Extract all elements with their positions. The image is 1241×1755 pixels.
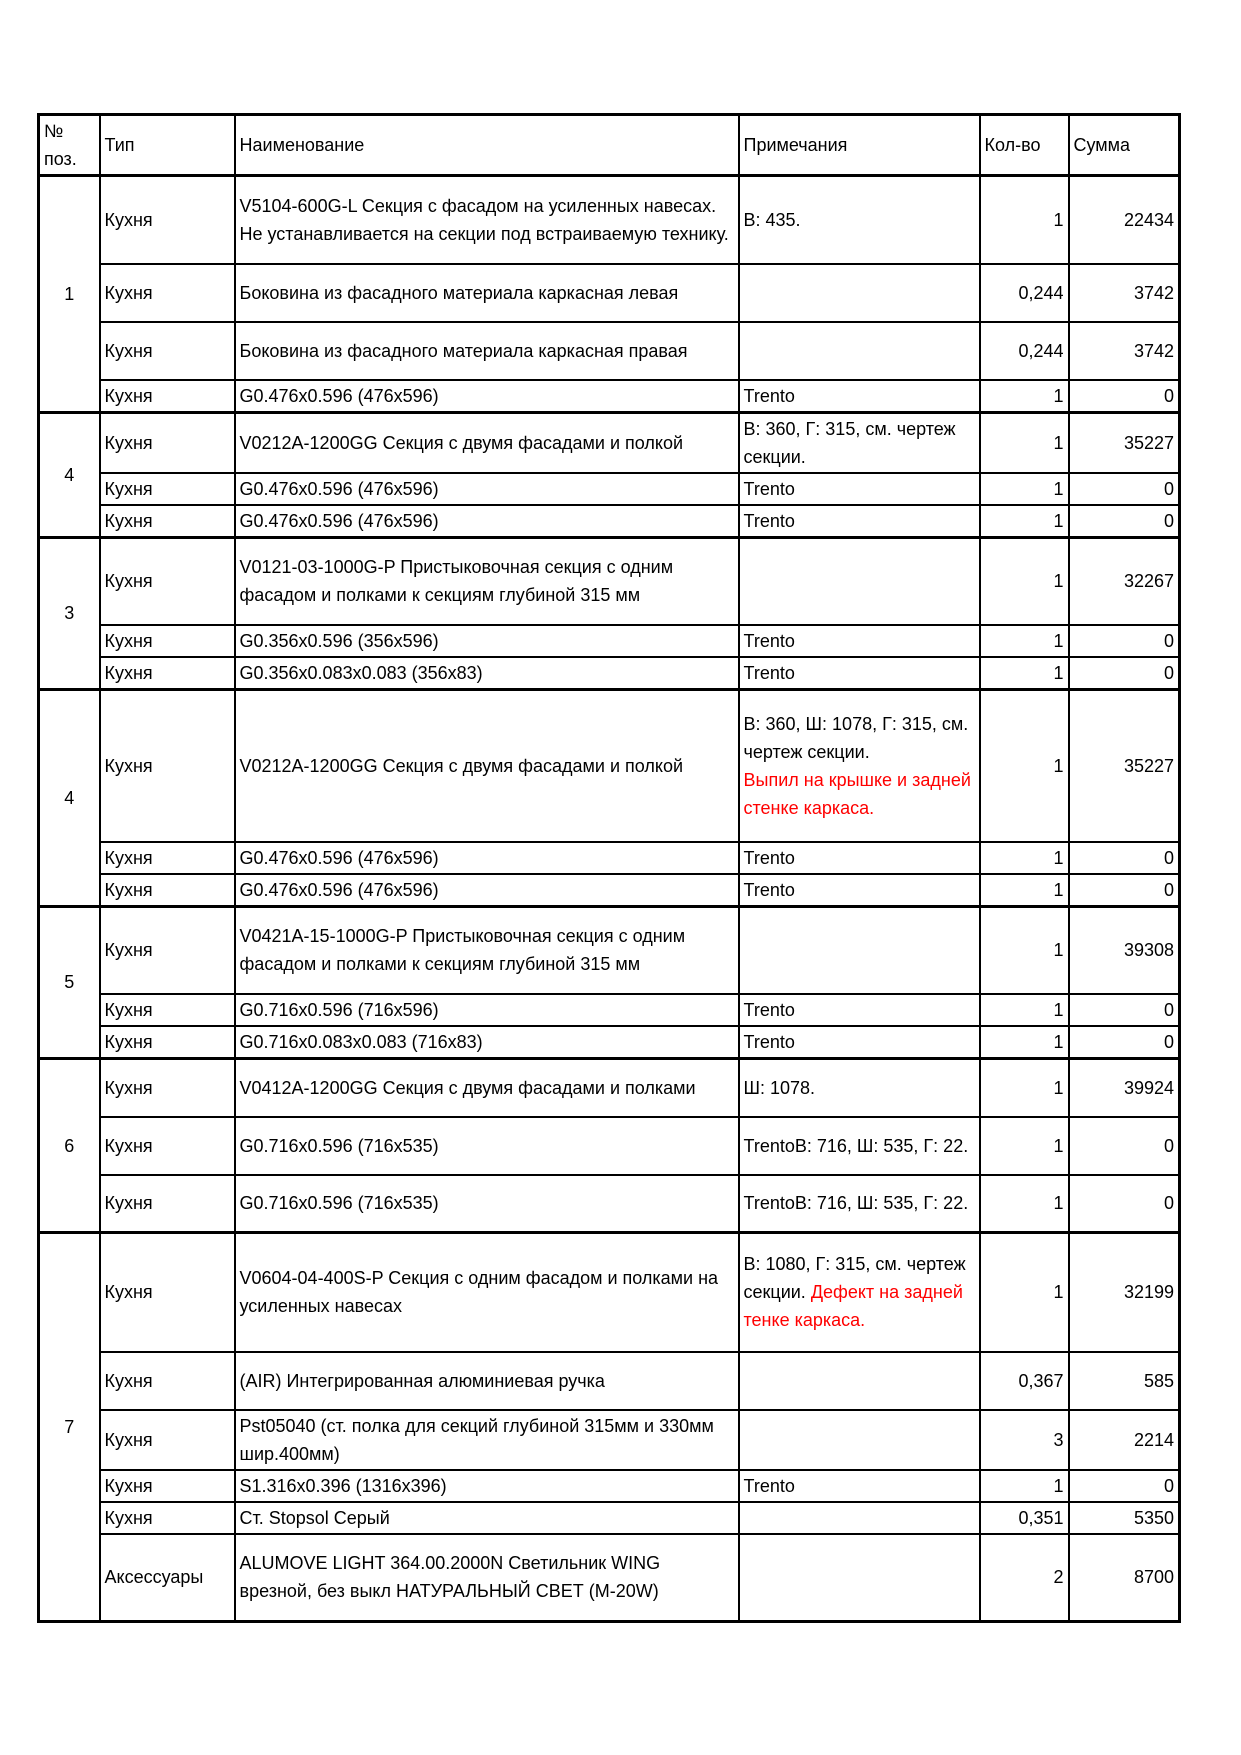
name-cell: G0.716x0.596 (716x535) [235, 1117, 739, 1175]
qty-cell: 0,244 [980, 322, 1069, 380]
qty-cell: 0,244 [980, 264, 1069, 322]
qty-cell: 1 [980, 176, 1069, 264]
sheet-container [37, 113, 1181, 1623]
type-cell: Кухня [100, 690, 235, 842]
name-cell: G0.476x0.596 (476x596) [235, 473, 739, 505]
table-row [39, 322, 1180, 380]
type-cell: Кухня [100, 657, 235, 690]
sum-cell: 0 [1069, 657, 1180, 690]
type-cell: Кухня [100, 505, 235, 538]
note-cell [739, 1059, 980, 1117]
table-row [39, 1175, 1180, 1233]
pos-cell: 4 [39, 690, 100, 907]
type-cell: Кухня [100, 1233, 235, 1352]
name-cell: V0604-04-400S-P Секция с одним фасадом и полками на усиленных навесах [235, 1233, 739, 1352]
pos-cell: 7 [39, 1233, 100, 1622]
name-cell: V0212A-1200GG Секция с двумя фасадами и полкой [235, 690, 739, 842]
note-text: TrentoВ: 716, Ш: 535, Г: 22. [743, 1135, 969, 1156]
header-name: Наименование [235, 115, 739, 176]
note-cell [739, 1534, 980, 1622]
type-cell: Кухня [100, 1175, 235, 1233]
qty-cell: 1 [980, 842, 1069, 874]
type-cell: Кухня [100, 176, 235, 264]
sum-cell: 0 [1069, 1175, 1180, 1233]
note-cell [739, 1502, 980, 1534]
note-cell [739, 1470, 980, 1502]
sum-cell: 0 [1069, 505, 1180, 538]
note-cell [739, 842, 980, 874]
note-text: Trento [743, 1032, 795, 1052]
note-text: Trento [743, 478, 795, 499]
note-cell [739, 322, 980, 380]
header-notes: Примечания [739, 115, 980, 176]
qty-cell: 1 [980, 1175, 1069, 1233]
note-cell [739, 1233, 980, 1352]
note-text: Ш: 1078. [743, 1077, 816, 1098]
name-cell: S1.316x0.396 (1316x396) [235, 1470, 739, 1502]
table-row [39, 906, 1180, 994]
note-cell [739, 1175, 980, 1233]
name-cell: Боковина из фасадного материала каркасная левая [235, 264, 739, 322]
name-cell: Боковина из фасадного материала каркасная правая [235, 322, 739, 380]
sum-cell: 39924 [1069, 1059, 1180, 1117]
name-cell: G0.356x0.596 (356x596) [235, 625, 739, 657]
note-cell [739, 625, 980, 657]
type-cell: Кухня [100, 625, 235, 657]
sum-cell: 32267 [1069, 537, 1180, 625]
qty-cell: 1 [980, 690, 1069, 842]
table-row [39, 380, 1180, 413]
name-cell: V0412A-1200GG Секция с двумя фасадами и полками [235, 1059, 739, 1117]
qty-cell: 2 [980, 1534, 1069, 1622]
qty-cell: 1 [980, 473, 1069, 505]
table-row [39, 1352, 1180, 1410]
header-row [39, 115, 1180, 176]
note-text: Trento [743, 385, 795, 406]
note-text: Trento [743, 663, 795, 683]
qty-cell: 1 [980, 906, 1069, 994]
qty-cell: 1 [980, 657, 1069, 690]
sum-cell: 35227 [1069, 412, 1180, 473]
qty-cell: 1 [980, 625, 1069, 657]
note-text: В: 1080, Г: 315, см. чертеж секции. [743, 1254, 966, 1303]
type-cell: Кухня [100, 1502, 235, 1534]
type-cell: Кухня [100, 1026, 235, 1059]
type-cell: Кухня [100, 906, 235, 994]
type-cell: Кухня [100, 264, 235, 322]
table-row [39, 842, 1180, 874]
type-cell: Кухня [100, 380, 235, 413]
note-text: В: 360, Г: 315, см. чертеж секции. [743, 418, 956, 467]
pos-cell: 5 [39, 906, 100, 1059]
table-row [39, 657, 1180, 690]
note-text: Trento [743, 847, 795, 868]
qty-cell: 0,367 [980, 1352, 1069, 1410]
qty-cell: 1 [980, 380, 1069, 413]
note-text: Trento [743, 631, 795, 651]
sum-cell: 2214 [1069, 1410, 1180, 1470]
type-cell: Кухня [100, 1352, 235, 1410]
note-text: Trento [743, 1475, 795, 1496]
note-text: В: 360, Ш: 1078, Г: 315, см. чертеж секции. [743, 713, 969, 762]
name-cell: G0.716x0.596 (716x596) [235, 994, 739, 1026]
table-row [39, 505, 1180, 538]
table-row [39, 1470, 1180, 1502]
qty-cell: 0,351 [980, 1502, 1069, 1534]
table-row [39, 1502, 1180, 1534]
note-cell [739, 1352, 980, 1410]
type-cell: Аксессуары [100, 1534, 235, 1622]
table-row [39, 537, 1180, 625]
qty-cell: 1 [980, 1026, 1069, 1059]
sum-cell: 0 [1069, 874, 1180, 907]
note-cell [739, 505, 980, 538]
sum-cell: 35227 [1069, 690, 1180, 842]
sum-cell: 0 [1069, 625, 1180, 657]
name-cell: (AIR) Интегрированная алюминиевая ручка [235, 1352, 739, 1410]
note-cell [739, 1117, 980, 1175]
qty-cell: 1 [980, 1059, 1069, 1117]
sum-cell: 0 [1069, 842, 1180, 874]
note-cell [739, 264, 980, 322]
note-defect-text: Выпил на крышке и задней стенке каркаса. [743, 769, 971, 818]
note-text: Trento [743, 510, 795, 531]
qty-cell: 3 [980, 1410, 1069, 1470]
pos-cell: 3 [39, 537, 100, 690]
note-defect-text: Дефект на задней тенке каркаса. [743, 1282, 963, 1331]
sum-cell: 39308 [1069, 906, 1180, 994]
name-cell: G0.716x0.083x0.083 (716x83) [235, 1026, 739, 1059]
note-text: Trento [743, 879, 795, 900]
note-cell [739, 473, 980, 505]
note-text: TrentoВ: 716, Ш: 535, Г: 22. [743, 1193, 969, 1214]
note-cell [739, 657, 980, 690]
type-cell: Кухня [100, 473, 235, 505]
note-cell [739, 906, 980, 994]
sum-cell: 0 [1069, 380, 1180, 413]
table-row [39, 1534, 1180, 1622]
table-row [39, 1117, 1180, 1175]
qty-cell: 1 [980, 994, 1069, 1026]
sum-cell: 585 [1069, 1352, 1180, 1410]
name-cell: G0.476x0.596 (476x596) [235, 874, 739, 907]
type-cell: Кухня [100, 1117, 235, 1175]
note-text: В: 435. [743, 209, 801, 230]
qty-cell: 1 [980, 1117, 1069, 1175]
type-cell: Кухня [100, 842, 235, 874]
table-row [39, 1059, 1180, 1117]
name-cell: G0.356x0.083x0.083 (356x83) [235, 657, 739, 690]
table-row [39, 1233, 1180, 1352]
name-cell: G0.476x0.596 (476x596) [235, 380, 739, 413]
type-cell: Кухня [100, 994, 235, 1026]
name-cell: Ст. Stopsol Серый [235, 1502, 739, 1534]
qty-cell: 1 [980, 412, 1069, 473]
table-row [39, 264, 1180, 322]
note-cell [739, 994, 980, 1026]
table-row [39, 625, 1180, 657]
note-cell [739, 176, 980, 264]
type-cell: Кухня [100, 1470, 235, 1502]
table-row [39, 1410, 1180, 1470]
note-cell [739, 412, 980, 473]
type-cell: Кухня [100, 537, 235, 625]
table-row [39, 473, 1180, 505]
pos-cell: 4 [39, 412, 100, 537]
name-cell: G0.476x0.596 (476x596) [235, 505, 739, 538]
header-pos: № поз. [39, 115, 100, 176]
sum-cell: 0 [1069, 1117, 1180, 1175]
sum-cell: 0 [1069, 994, 1180, 1026]
pos-cell: 1 [39, 176, 100, 413]
table-row [39, 176, 1180, 264]
sum-cell: 0 [1069, 1470, 1180, 1502]
table-row [39, 412, 1180, 473]
name-cell: Pst05040 (ст. полка для секций глубиной 315мм и 330мм шир.400мм) [235, 1410, 739, 1470]
name-cell: V5104-600G-L Секция с фасадом на усиленных навесах. Не устанавливается на секции под встраиваемую технику. [235, 176, 739, 264]
note-cell [739, 537, 980, 625]
name-cell: G0.476x0.596 (476x596) [235, 842, 739, 874]
note-cell [739, 874, 980, 907]
type-cell: Кухня [100, 1410, 235, 1470]
header-sum: Сумма [1069, 115, 1180, 176]
qty-cell: 1 [980, 874, 1069, 907]
note-cell [739, 690, 980, 842]
order-items-table [37, 113, 1181, 1623]
name-cell: V0121-03-1000G-P Пристыковочная секция с одним фасадом и полками к секциям глубиной 315 мм [235, 537, 739, 625]
qty-cell: 1 [980, 537, 1069, 625]
name-cell: V0212A-1200GG Секция с двумя фасадами и полкой [235, 412, 739, 473]
header-qty: Кол-во [980, 115, 1069, 176]
table-row [39, 874, 1180, 907]
type-cell: Кухня [100, 322, 235, 380]
sum-cell: 3742 [1069, 264, 1180, 322]
sum-cell: 32199 [1069, 1233, 1180, 1352]
pos-cell: 6 [39, 1059, 100, 1233]
note-text: Trento [743, 1000, 795, 1020]
qty-cell: 1 [980, 1233, 1069, 1352]
sum-cell: 22434 [1069, 176, 1180, 264]
name-cell: V0421A-15-1000G-P Пристыковочная секция с одним фасадом и полками к секциям глубиной 315 мм [235, 906, 739, 994]
table-row [39, 690, 1180, 842]
header-type: Тип [100, 115, 235, 176]
sum-cell: 5350 [1069, 1502, 1180, 1534]
table-row [39, 994, 1180, 1026]
sum-cell: 0 [1069, 1026, 1180, 1059]
type-cell: Кухня [100, 412, 235, 473]
note-cell [739, 1410, 980, 1470]
type-cell: Кухня [100, 1059, 235, 1117]
type-cell: Кухня [100, 874, 235, 907]
sum-cell: 8700 [1069, 1534, 1180, 1622]
note-cell [739, 1026, 980, 1059]
qty-cell: 1 [980, 505, 1069, 538]
name-cell: G0.716x0.596 (716x535) [235, 1175, 739, 1233]
qty-cell: 1 [980, 1470, 1069, 1502]
name-cell: ALUMOVE LIGHT 364.00.2000N Светильник WING врезной, без выкл НАТУРАЛЬНЫЙ СВЕТ (М-20W) [235, 1534, 739, 1622]
note-cell [739, 380, 980, 413]
table-row [39, 1026, 1180, 1059]
sum-cell: 3742 [1069, 322, 1180, 380]
sum-cell: 0 [1069, 473, 1180, 505]
